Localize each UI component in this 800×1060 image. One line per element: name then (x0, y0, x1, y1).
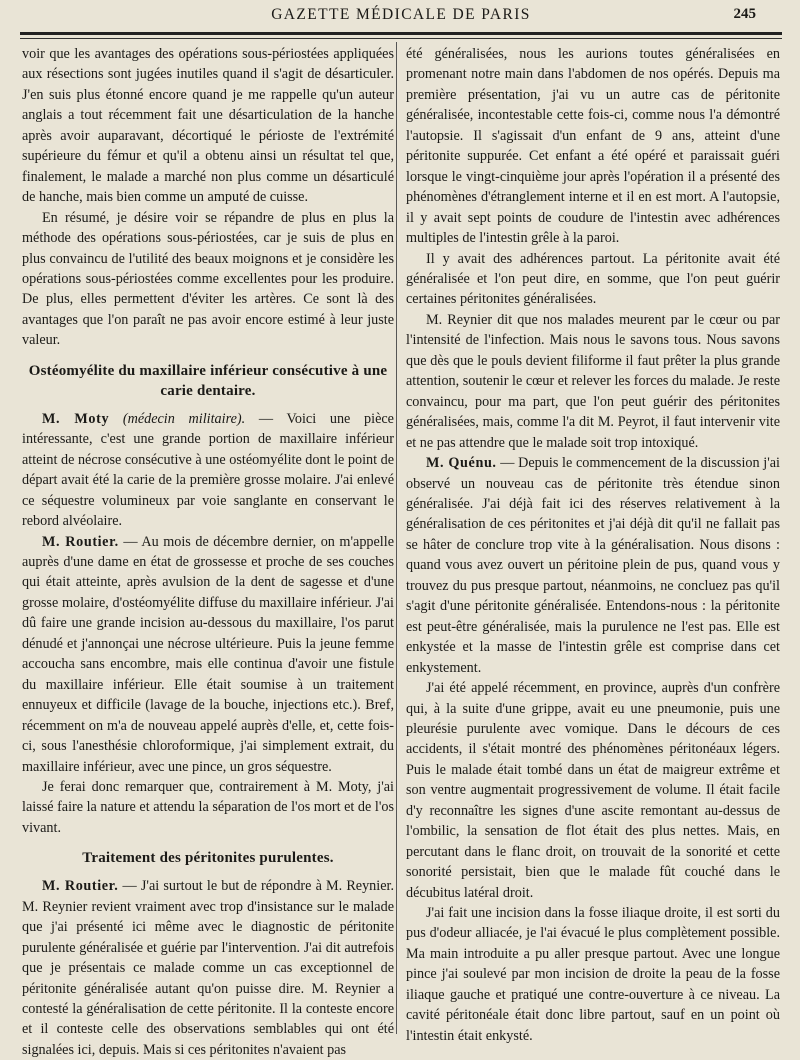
header-rule-thin (20, 38, 782, 39)
journal-title: GAZETTE MÉDICALE DE PARIS (271, 6, 531, 23)
paragraph: J'ai été appelé récemment, en province, auprès d'un confrère qui, à la suite d'une grippe, avait eu une pneumonie, puis une pleurésie purulente avec vomique. Dans le décours de ces accidents, il s'était montré des phénomènes péritonéaux légers. Puis le malade était tombé dans un état de maigreur extrême et son ventre augmentait progressivement de volume. Il était facile d'y reconnaître les signes d'une ascite remontant au-dessus de l'ombilic, la sensation de flot était des plus nettes. Mais, en percutant dans le flanc droit, on trouvait de la sonorité et cette sonorité persistait, bien que le malade fût couché dans le décubitus latéral droit. (406, 680, 780, 901)
paragraph: J'ai fait une incision dans la fosse iliaque droite, il est sorti du pus d'odeur alliacée, je l'ai évacué le plus complètement possible. Ma main introduite a pu aller presque partout. Avec une longue pince j'ai soulevé par mon incision de droite la peau de la fosse iliaque gauche et pratiqué une contre-ouverture à ce niveau. La cavité péritonéale était donc libre partout, sauf en un point où l'intestin était enkysté. (406, 905, 780, 1044)
speaker-role: (médecin militaire). (122, 410, 246, 427)
paragraph (22, 532, 394, 777)
paragraph-text: — Voici une pièce intéressante, c'est une grande portion de maxillaire inférieur atteint de nécrose consécutive à une ostéomyélite dont le point de départ avait été la carie de la première grosse molaire. J'ai enlevé ce séquestre volumineux par voie sanglante en conservant le rebord alvéolaire. (22, 410, 394, 530)
speaker-name: M. Quénu. (426, 455, 497, 472)
header-rule-thick (20, 32, 782, 35)
speaker-name: M. Moty (42, 410, 110, 427)
right-column (406, 44, 780, 1044)
paragraph: été généralisées, nous les aurions toutes généralisées en promenant notre main dans l'abdomen de nos opérés. Depuis ma première présentation, j'ai vu un autre cas de péritonite généralisée, incontestable cette fois-ci, comme nous l'a démontré l'autopsie. Il s'agissait d'un enfant de 9 ans, atteint d'une péritonite suppurée. Cet enfant a été opéré et paraissait guéri lorsque le vingt-cinquième jour après l'opération il a présenté des phénomènes d'étranglement interne et il en est mort. A l'autopsie, il y avait sept points de coudure de l'intestin avec adhérences multiples de l'intestin grêle à la paroi. (406, 46, 780, 247)
paragraph: En résumé, je désire voir se répandre de plus en plus la méthode des opérations sous-périostées, car je suis de plus en plus convaincu de l'utilité des beaux moignons et je considère les opérations sous-périostées comme excellentes pour les produire. De plus, elles permettent d'éviter les artères. Ce sont là des avantages que l'on paraît ne pas avoir encore estimé à leur juste valeur. (22, 209, 394, 349)
paragraph-text: — Depuis le commencement de la discussion j'ai observé un nouveau cas de péritonite très étendue sinon généralisée. J'ai déjà fait ici des réserves relativement à la généralisation de ces péritonites et j'ai déjà dit qu'il ne fallait pas se hâter de conclure trop vite à la généralisation. Nous disons : quand vous avez ouvert un péritoine plein de pus, quand vous y trouvez du pus presque partout, néanmoins, ne concluez pas qu'il s'agit d'une péritonite généralisée. Entendons-nous : la péritonite est peut-être généralisée, mais la purulence ne l'est pas. Elle est enkystée et la masse de l'intestin grêle est comprise dans cet enkystement. (406, 455, 780, 676)
section-heading: Traitement des péritonites purulentes. (82, 850, 334, 867)
paragraph: Je ferai donc remarquer que, contrairement à M. Moty, j'ai laissé faire la nature et attendu la séparation de l'os mort et de l'os vivant. (22, 778, 394, 836)
paragraph: M. Reynier dit que nos malades meurent par le cœur ou par l'intensité de l'infection. Mais nous le savons tous. Nous savons que dès que le pouls devient filiforme il faut prêter la plus grande attention, soutenir le cœur et relever les forces du malade. Je reste convaincu, pour ma part, que l'on peut guérir des péritonites généralisées, mais, comme l'a dit M. Peyrot, il faut intervenir vite et ne pas attendre que le malade soit trop intoxiqué. (406, 311, 780, 451)
paragraph (406, 453, 780, 678)
paragraph: Il y avait des adhérences partout. La péritonite avait été généralisée et l'on peut dire, en somme, que l'on peut guérir certaines péritonites généralisées. (406, 250, 780, 308)
column-divider (396, 42, 397, 1034)
paragraph (22, 409, 394, 532)
paragraph-text: — J'ai surtout le but de répondre à M. Reynier. M. Reynier revient vraiment avec trop d'insistance sur le malade que j'ai présenté ici même avec le diagnostic de péritonite purulente généralisée et guérie par l'intervention. J'ai dit autrefois que je présentais ce malade comme un cas exceptionnel de péritonite généralisée autant qu'on puisse dire. M. Reynier a contesté la généralisation de cette péritonite. Il la conteste encore et il conteste celle des observations semblables qui ont été signalées ici, depuis. Mais si ces péritonites n'avaient pas (22, 878, 394, 1058)
left-column (22, 44, 394, 1058)
speaker-name: M. Routier. (42, 878, 119, 895)
running-header (22, 4, 780, 26)
paragraph-text: — Au mois de décembre dernier, on m'appelle auprès d'une dame en état de grossesse et proche de ses couches qui était atteinte, après avulsion de la dent de sagesse et d'une grosse molaire, d'ostéomyélite diffuse du maxillaire inférieur. J'ai dû faire une grande incision au-dessous du maxillaire, l'os parut dénudé et j'annonçai une nécrose ultérieure. Puis la jeune femme accoucha sans encombre, mais elle continua d'avoir une fistule du maxillaire inférieur. Elle était soumise à un traitement ennuyeux et difficile (lavage de la bouche, injections etc.). Bref, récemment on m'a de nouveau appelé auprès d'elle, et, cette fois-ci, sous l'anesthésie chloroformique, j'ai simplement extrait, du maxillaire inférieur, avec une pince, un gros séquestre. (22, 533, 394, 775)
paragraph (22, 876, 394, 1060)
paragraph: voir que les avantages des opérations sous-périostées appliquées aux résections sont jugées inutiles quand il s'agit de désarticuler. J'en suis plus étonné encore quand je me rappelle qu'un auteur anglais a tout récemment fait une désarticulation de la hanche après avoir auparavant, décortiqué le périoste de l'extrémité supérieure du fémur et qu'il a obtenu ainsi un résultat tel que, finalement, le malade a marché non plus comme un désarticulé de hanche, mais bien comme un amputé de cuisse. (22, 46, 394, 206)
page-number: 245 (733, 6, 756, 22)
section-heading: Ostéomyélite du maxillaire inférieur consécutive à une carie dentaire. (28, 362, 388, 399)
speaker-name: M. Routier. (42, 533, 119, 550)
